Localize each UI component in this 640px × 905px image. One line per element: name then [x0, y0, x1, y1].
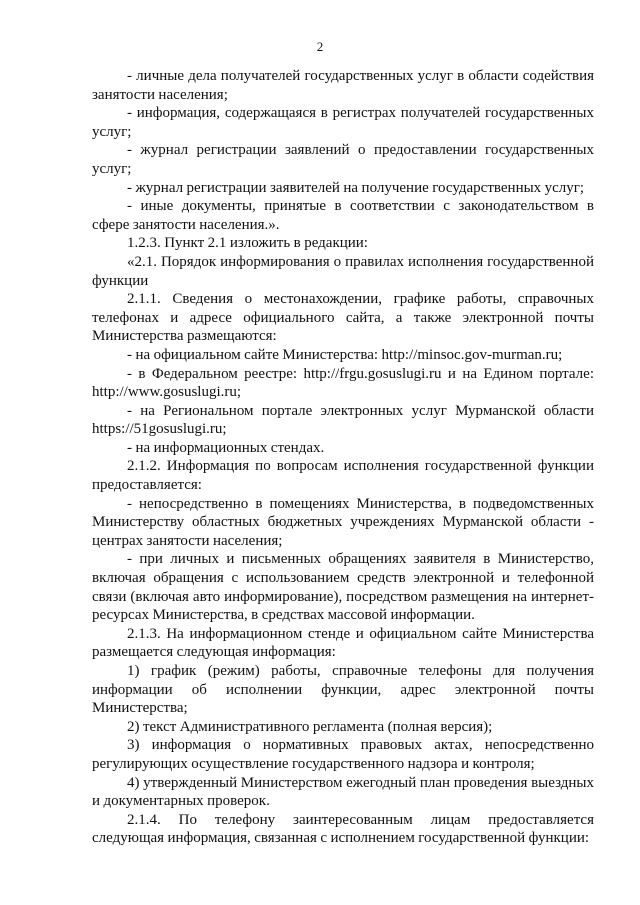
- paragraph-registry-information: - информация, содержащаяся в регистрах получателей государственных услуг;: [92, 105, 594, 140]
- paragraph-federal-registry: - в Федеральном реестре: http://frgu.gosuslugi.ru и на Едином портале: http://www.gosuslugi.ru;: [92, 365, 594, 401]
- paragraph-clause-2-1-3: 2.1.3. На информационном стенде и официальном сайте Министерства размещается следующая информация:: [92, 625, 594, 661]
- paragraph-other-documents: - иные документы, принятые в соответствии с законодательством в сфере занятости населения.».: [92, 198, 594, 233]
- paragraph-clause-2-1-2: 2.1.2. Информация по вопросам исполнения государственной функции предоставляется:: [92, 458, 594, 494]
- paragraph-item-inspection-plan: 4) утвержденный Министерством ежегодный план проведения выездных и документарных проверок.: [92, 774, 594, 810]
- paragraph-item-legal-acts: 3) информация о нормативных правовых актах, непосредственно регулирующих осуществление государственного надзора и контроля;: [92, 737, 594, 772]
- paragraph-regional-portal: - на Региональном портале электронных услуг Мурманской области https://51gosuslugi.ru;: [92, 402, 594, 438]
- paragraph-applicant-journal: - журнал регистрации заявителей на получение государственных услуг;: [127, 179, 585, 196]
- paragraph-personal-files: - личные дела получателей государственных услуг в области содействия занятости населения;: [92, 68, 594, 103]
- paragraph-ministry-premises: - непосредственно в помещениях Министерства, в подведомственных Министерству областных бюджетных учреждениях Мурманской области - центрах занятости населения;: [92, 495, 594, 549]
- paragraph-item-schedule: 1) график (режим) работы, справочные телефоны для получения информации об исполнении функции, адрес электронной почты Министерства;: [92, 663, 594, 717]
- paragraph-clause-2-1-1: 2.1.1. Сведения о местонахождении, графике работы, справочных телефонах и адресе официального сайта, а также электронной почты Министерства размещаются:: [92, 291, 594, 345]
- paragraph-clause-2-1-heading: «2.1. Порядок информирования о правилах исполнения государственной функции: [92, 253, 594, 289]
- paragraph-item-regulation-text: 2) текст Административного регламента (полная версия);: [127, 718, 493, 735]
- paragraph-info-stands: - на информационных стендах.: [127, 439, 325, 456]
- page-number: 2: [316, 39, 324, 54]
- paragraph-clause-1-2-3: 1.2.3. Пункт 2.1 изложить в редакции:: [127, 235, 368, 252]
- paragraph-personal-appeals: - при личных и письменных обращениях заявителя в Министерство, включая обращения с использованием средств электронной и телефонной связи (включая авто информирование), посредством размещения на интернет-ресурсах Министерства, в средствах массовой информации.: [92, 551, 594, 624]
- paragraph-clause-2-1-4: 2.1.4. По телефону заинтересованным лицам предоставляется следующая информация, связанная с исполнением государственной функции:: [92, 811, 594, 847]
- paragraph-official-site: - на официальном сайте Министерства: http://minsoc.gov-murman.ru;: [127, 346, 563, 363]
- document-body: [92, 67, 594, 848]
- paragraph-application-journal: - журнал регистрации заявлений о предоставлении государственных услуг;: [92, 142, 594, 177]
